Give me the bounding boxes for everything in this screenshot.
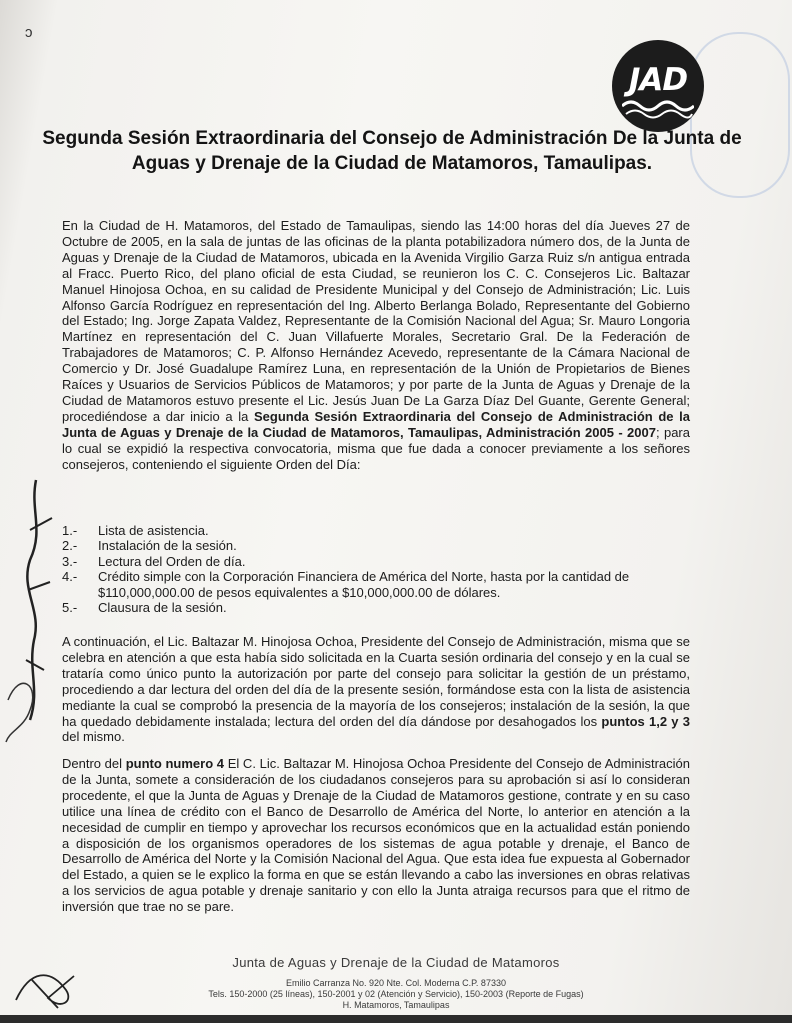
- agenda-item: 4.- Crédito simple con la Corporación Financiera de América del Norte, hasta por la cantidad de $110,000,000.00 de pesos equivalentes a $10,000,000.00 de dólares.: [62, 569, 630, 600]
- wave-icon: [622, 98, 694, 120]
- paragraph-continuation: [62, 634, 690, 745]
- footer-organization: Junta de Aguas y Drenaje de la Ciudad de Matamoros: [232, 955, 560, 970]
- footer-phones: Tels. 150-2000 (25 líneas), 150-2001 y 02 (Atención y Servicio), 150-2003 (Reporte de Fugas): [208, 989, 584, 999]
- handwritten-signature: [0, 470, 70, 750]
- intro-bold: Segunda Sesión Extraordinaria del Consejo de Administración de la Junta de Aguas y Drenaje de la Ciudad de Matamoros, Tamaulipas, Administración 2005 - 2007: [62, 408, 690, 440]
- document-title: Segunda Sesión Extraordinaria del Consejo de Administración De la Junta de Aguas y Drenaje de la Ciudad de Matamoros, Tamaulipas.: [42, 128, 742, 174]
- agenda-item: 5.- Clausura de la sesión.: [62, 600, 227, 616]
- paragraph-continuation-bold: puntos 1,2 y 3: [601, 713, 690, 729]
- pen-mark: ↄ: [25, 24, 33, 41]
- intro-text-end: ; para lo cual se expidió la respectiva convocatoria, misma que fue dada a conocer previamente a los señores consejeros, conteniendo el siguiente Orden del Día:: [62, 424, 690, 472]
- intro-paragraph: [62, 218, 690, 473]
- paragraph-point-four: [62, 756, 690, 915]
- agenda-item: 3.- Lectura del Orden de día.: [62, 553, 246, 569]
- agenda-item: 2.- Instalación de la sesión.: [62, 538, 237, 554]
- agenda-list: [62, 523, 690, 615]
- point-four-bold: punto numero 4: [125, 756, 225, 771]
- point-four-text: El C. Lic. Baltazar M. Hinojosa Ochoa Presidente del Consejo de Administración de la Junta, somete a consideración de los ciudadanos consejeros para su aprobación si así lo consideran procedente, el que la Junta de Aguas y Drenaje de la Ciudad de Matamoros gestione, contrate y en su caso utilice una línea de crédito con el Banco de Desarrollo de América del Norte, lo anterior en atención a la necesidad de cumplir en tiempo y aprovechar los recursos económicos que en la actualidad están poniendo a disposición de los organismos operadores de los sistemas de agua potable y drenaje, el Banco de Desarrollo de América del Norte y la Comisión Nacional del Agua. Que esta idea fue expuesta al Gobernador del Estado, a quien se le explico la forma en que se están llevando a cabo las inversiones en obras relativas a los servicios de agua potable y drenaje sanitario y con ello la Junta atraiga recursos para que el ritmo de inversión que trae no se pare.: [62, 756, 690, 915]
- point-four-pre: Dentro del: [62, 756, 123, 771]
- logo-text: JAD: [628, 62, 688, 98]
- jad-logo: [612, 40, 704, 132]
- paragraph-continuation-tail: del mismo.: [62, 729, 125, 745]
- footer-address: Emilio Carranza No. 920 Nte. Col. Moderna C.P. 87330: [286, 978, 506, 988]
- footer-city: H. Matamoros, Tamaulipas: [342, 1000, 450, 1010]
- agenda-item: 1.- Lista de asistencia.: [62, 523, 209, 538]
- intro-text: En la Ciudad de H. Matamoros, del Estado de Tamaulipas, siendo las 14:00 horas del día Jueves 27 de Octubre de 2005, en la sala de juntas de las oficinas de la planta potabilizadora número dos, de la Junta de Aguas y Drenaje de la Ciudad de Matamoros, ubicada en la Avenida Virgilio Garza Ruiz s/n antigua entrada al Fracc. Puerto Rico, del plano oficial de esta Ciudad, se reunieron los C. C. Consejeros Lic. Baltazar Manuel Hinojosa Ochoa, en su calidad de Presidente Municipal y del Consejo de Administración; Lic. Luis Alfonso García Rodríguez en representación del Ing. Alberto Berlanga Bolado, Representante del Gobierno del Estado; Ing. Jorge Zapata Valdez, Representante de la Comisión Nacional del Agua; Sr. Mauro Longoria Martínez en representación del C. Juan Villafuerte Morales, Secretario Gral. De la Federación de Trabajadores de Matamoros; C. P. Alfonso Hernández Acevedo, representante de la Cámara Nacional de Comercio y Dr. José Guadalupe Ramírez Luna, en representación de la Unión de Propietarios de Bienes Raíces y Usuarios de Servicios Públicos de Matamoros; y por parte de la Junta de Aguas y Drenaje de la Ciudad de Matamoros estuvo presente el Lic. Jesús Juan De La Garza Díaz Del Guante, Gerente General; procediéndose a dar inicio a la: [62, 218, 690, 424]
- paragraph-continuation-text: A continuación, el Lic. Baltazar M. Hinojosa Ochoa, Presidente del Consejo de Administración, misma que se celebra en atención a que esta había sido solicitada en la Cuarta sesión ordinaria del consejo y en la cual se trataría como único punto la autorización por parte del consejo para solicitar la gestión de un préstamo, procediendo a dar lectura del orden del día de la presente sesión, formándose esta con la lista de asistencia mediante la cual se comprobó la presencia de la mayoría de los consejeros; instalación de la sesión, la que ha quedado debidamente instalada; lectura del orden del día dándose por desahogados los: [62, 634, 690, 729]
- bottom-edge: [0, 1015, 792, 1023]
